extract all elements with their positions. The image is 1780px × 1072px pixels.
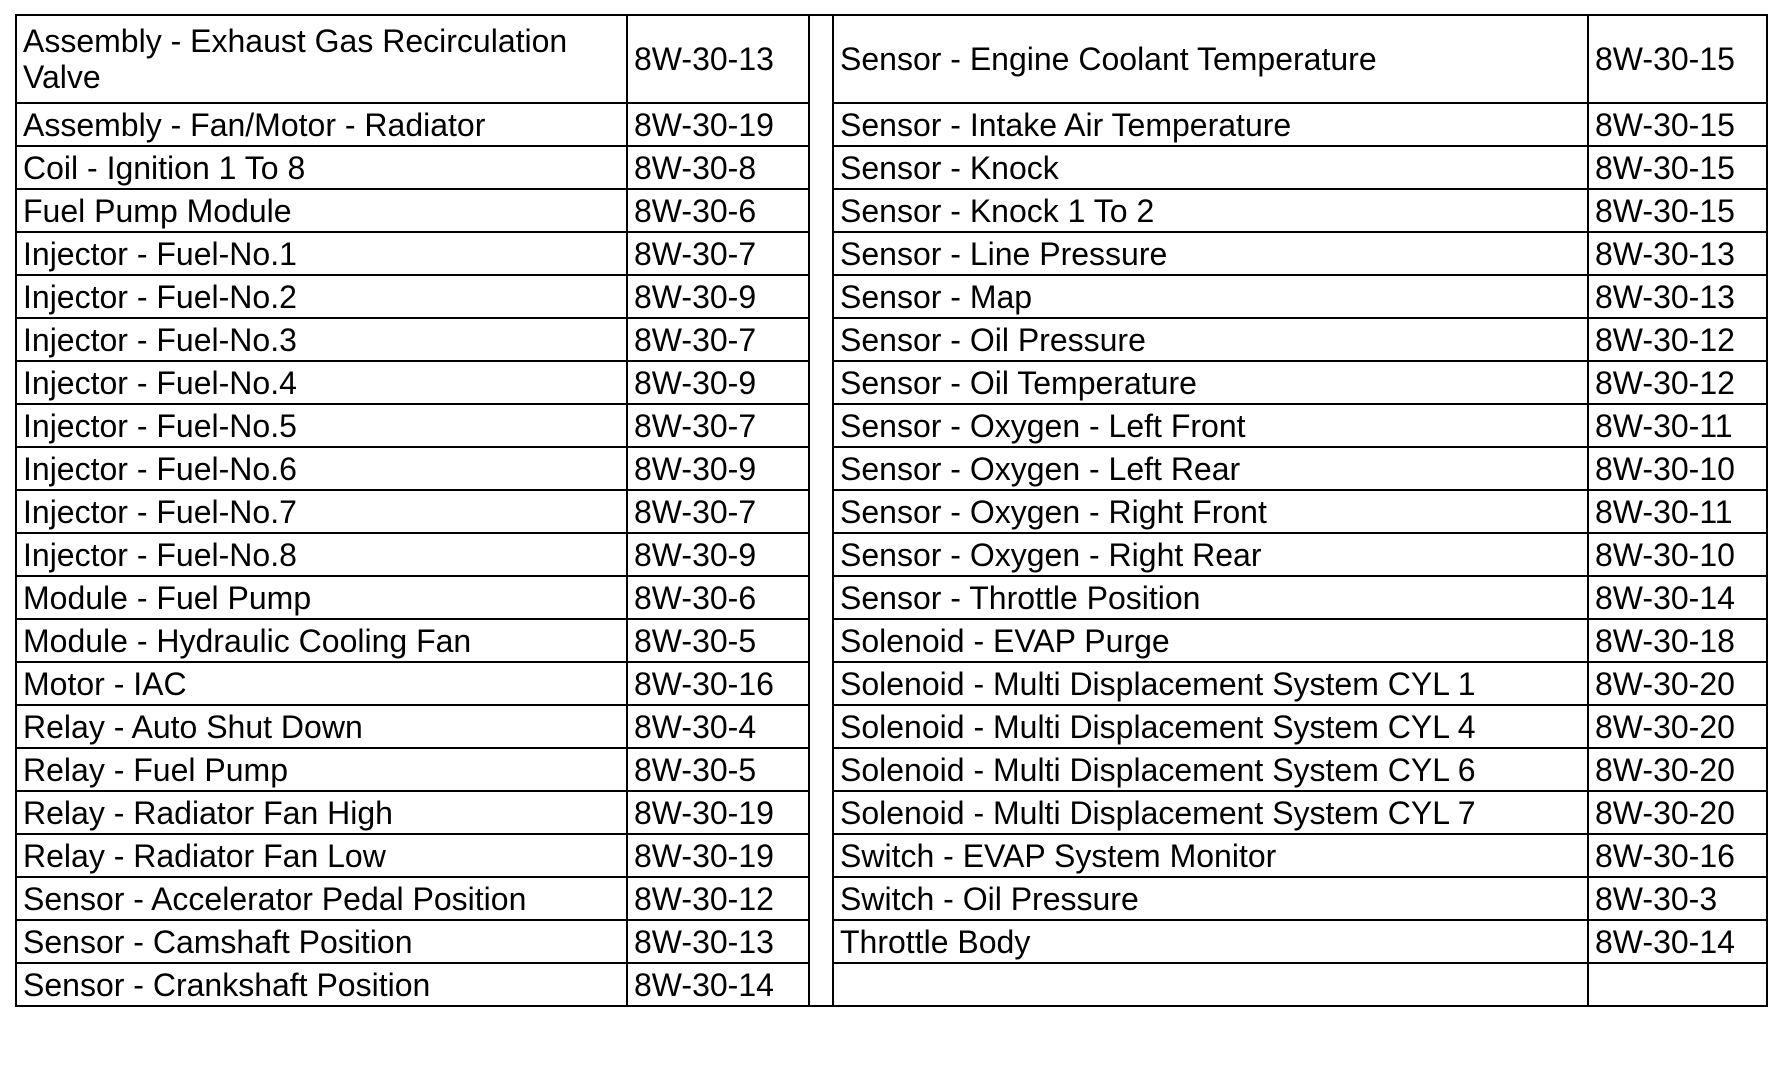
column-separator <box>809 705 833 748</box>
right-diagram-reference: 8W-30-12 <box>1588 318 1767 361</box>
left-diagram-reference: 8W-30-7 <box>627 490 809 533</box>
left-component-name: Injector - Fuel-No.1 <box>16 232 627 275</box>
right-component-name: Sensor - Knock <box>833 146 1588 189</box>
right-component-name: Switch - EVAP System Monitor <box>833 834 1588 877</box>
left-diagram-reference: 8W-30-9 <box>627 361 809 404</box>
table-row <box>16 490 1767 533</box>
left-diagram-reference: 8W-30-9 <box>627 533 809 576</box>
table-row <box>16 146 1767 189</box>
left-diagram-reference: 8W-30-7 <box>627 232 809 275</box>
left-diagram-reference: 8W-30-5 <box>627 619 809 662</box>
column-separator <box>809 877 833 920</box>
left-diagram-reference: 8W-30-19 <box>627 834 809 877</box>
left-component-name: Injector - Fuel-No.2 <box>16 275 627 318</box>
left-component-name: Relay - Fuel Pump <box>16 748 627 791</box>
table-row <box>16 15 1767 103</box>
left-component-name: Injector - Fuel-No.5 <box>16 404 627 447</box>
right-diagram-reference <box>1588 963 1767 1006</box>
right-diagram-reference: 8W-30-15 <box>1588 146 1767 189</box>
right-diagram-reference: 8W-30-11 <box>1588 490 1767 533</box>
right-component-name: Sensor - Oxygen - Left Front <box>833 404 1588 447</box>
right-component-name: Sensor - Throttle Position <box>833 576 1588 619</box>
right-diagram-reference: 8W-30-18 <box>1588 619 1767 662</box>
left-component-name: Injector - Fuel-No.3 <box>16 318 627 361</box>
column-separator <box>809 232 833 275</box>
column-separator <box>809 189 833 232</box>
column-separator <box>809 490 833 533</box>
table-row <box>16 275 1767 318</box>
right-component-name: Solenoid - Multi Displacement System CYL 7 <box>833 791 1588 834</box>
left-component-name: Injector - Fuel-No.6 <box>16 447 627 490</box>
column-separator <box>809 318 833 361</box>
column-separator <box>809 447 833 490</box>
right-component-name: Sensor - Knock 1 To 2 <box>833 189 1588 232</box>
right-diagram-reference: 8W-30-14 <box>1588 920 1767 963</box>
left-component-name: Sensor - Accelerator Pedal Position <box>16 877 627 920</box>
right-component-name: Sensor - Engine Coolant Temperature <box>833 15 1588 103</box>
left-diagram-reference: 8W-30-16 <box>627 662 809 705</box>
right-diagram-reference: 8W-30-13 <box>1588 232 1767 275</box>
right-diagram-reference: 8W-30-20 <box>1588 662 1767 705</box>
table-row <box>16 619 1767 662</box>
right-component-name: Solenoid - EVAP Purge <box>833 619 1588 662</box>
left-diagram-reference: 8W-30-14 <box>627 963 809 1006</box>
column-separator <box>809 662 833 705</box>
table-row <box>16 963 1767 1006</box>
table-row <box>16 404 1767 447</box>
right-component-name: Solenoid - Multi Displacement System CYL 6 <box>833 748 1588 791</box>
column-separator <box>809 576 833 619</box>
left-diagram-reference: 8W-30-7 <box>627 404 809 447</box>
left-component-name: Relay - Radiator Fan Low <box>16 834 627 877</box>
left-diagram-reference: 8W-30-13 <box>627 920 809 963</box>
right-diagram-reference: 8W-30-12 <box>1588 361 1767 404</box>
table-row <box>16 318 1767 361</box>
table-row <box>16 533 1767 576</box>
column-separator <box>809 15 833 103</box>
column-separator <box>809 533 833 576</box>
right-diagram-reference: 8W-30-16 <box>1588 834 1767 877</box>
column-separator <box>809 791 833 834</box>
right-component-name: Sensor - Oil Pressure <box>833 318 1588 361</box>
right-component-name: Solenoid - Multi Displacement System CYL 1 <box>833 662 1588 705</box>
right-component-name: Sensor - Intake Air Temperature <box>833 103 1588 146</box>
table-row <box>16 576 1767 619</box>
right-component-name: Sensor - Oil Temperature <box>833 361 1588 404</box>
left-diagram-reference: 8W-30-4 <box>627 705 809 748</box>
left-component-name: Sensor - Camshaft Position <box>16 920 627 963</box>
right-component-name: Switch - Oil Pressure <box>833 877 1588 920</box>
left-diagram-reference: 8W-30-9 <box>627 275 809 318</box>
left-component-name: Module - Hydraulic Cooling Fan <box>16 619 627 662</box>
right-component-name: Sensor - Oxygen - Right Rear <box>833 533 1588 576</box>
left-component-name: Coil - Ignition 1 To 8 <box>16 146 627 189</box>
left-component-name: Injector - Fuel-No.7 <box>16 490 627 533</box>
table-row <box>16 361 1767 404</box>
table-row <box>16 705 1767 748</box>
right-component-name: Sensor - Line Pressure <box>833 232 1588 275</box>
left-diagram-reference: 8W-30-6 <box>627 189 809 232</box>
right-diagram-reference: 8W-30-13 <box>1588 275 1767 318</box>
right-diagram-reference: 8W-30-10 <box>1588 533 1767 576</box>
table-row <box>16 748 1767 791</box>
left-diagram-reference: 8W-30-6 <box>627 576 809 619</box>
column-separator <box>809 834 833 877</box>
right-component-name: Solenoid - Multi Displacement System CYL 4 <box>833 705 1588 748</box>
left-diagram-reference: 8W-30-9 <box>627 447 809 490</box>
right-diagram-reference: 8W-30-15 <box>1588 15 1767 103</box>
column-separator <box>809 103 833 146</box>
column-separator <box>809 748 833 791</box>
column-separator <box>809 619 833 662</box>
component-index-body <box>16 15 1767 1006</box>
column-separator <box>809 920 833 963</box>
table-row <box>16 103 1767 146</box>
table-row <box>16 920 1767 963</box>
column-separator <box>809 963 833 1006</box>
column-separator <box>809 361 833 404</box>
right-diagram-reference: 8W-30-11 <box>1588 404 1767 447</box>
right-component-name <box>833 963 1588 1006</box>
table-row <box>16 232 1767 275</box>
column-separator <box>809 275 833 318</box>
right-diagram-reference: 8W-30-3 <box>1588 877 1767 920</box>
right-diagram-reference: 8W-30-10 <box>1588 447 1767 490</box>
left-diagram-reference: 8W-30-19 <box>627 791 809 834</box>
right-diagram-reference: 8W-30-20 <box>1588 791 1767 834</box>
left-component-name: Assembly - Fan/Motor - Radiator <box>16 103 627 146</box>
left-diagram-reference: 8W-30-12 <box>627 877 809 920</box>
column-separator <box>809 404 833 447</box>
right-component-name: Sensor - Oxygen - Right Front <box>833 490 1588 533</box>
table-row <box>16 877 1767 920</box>
left-component-name: Sensor - Crankshaft Position <box>16 963 627 1006</box>
right-diagram-reference: 8W-30-15 <box>1588 189 1767 232</box>
table-row <box>16 662 1767 705</box>
right-diagram-reference: 8W-30-20 <box>1588 748 1767 791</box>
table-row <box>16 834 1767 877</box>
left-diagram-reference: 8W-30-8 <box>627 146 809 189</box>
left-component-name: Assembly - Exhaust Gas Recirculation Valve <box>16 15 627 103</box>
right-component-name: Sensor - Map <box>833 275 1588 318</box>
left-component-name: Module - Fuel Pump <box>16 576 627 619</box>
right-diagram-reference: 8W-30-14 <box>1588 576 1767 619</box>
left-diagram-reference: 8W-30-13 <box>627 15 809 103</box>
left-diagram-reference: 8W-30-19 <box>627 103 809 146</box>
right-component-name: Throttle Body <box>833 920 1588 963</box>
left-component-name: Motor - IAC <box>16 662 627 705</box>
table-row <box>16 189 1767 232</box>
right-diagram-reference: 8W-30-15 <box>1588 103 1767 146</box>
left-component-name: Relay - Radiator Fan High <box>16 791 627 834</box>
left-component-name: Injector - Fuel-No.4 <box>16 361 627 404</box>
right-diagram-reference: 8W-30-20 <box>1588 705 1767 748</box>
left-component-name: Relay - Auto Shut Down <box>16 705 627 748</box>
left-component-name: Injector - Fuel-No.8 <box>16 533 627 576</box>
right-component-name: Sensor - Oxygen - Left Rear <box>833 447 1588 490</box>
left-diagram-reference: 8W-30-5 <box>627 748 809 791</box>
left-diagram-reference: 8W-30-7 <box>627 318 809 361</box>
component-index-table <box>15 14 1768 1007</box>
table-row <box>16 447 1767 490</box>
table-row <box>16 791 1767 834</box>
left-component-name: Fuel Pump Module <box>16 189 627 232</box>
column-separator <box>809 146 833 189</box>
